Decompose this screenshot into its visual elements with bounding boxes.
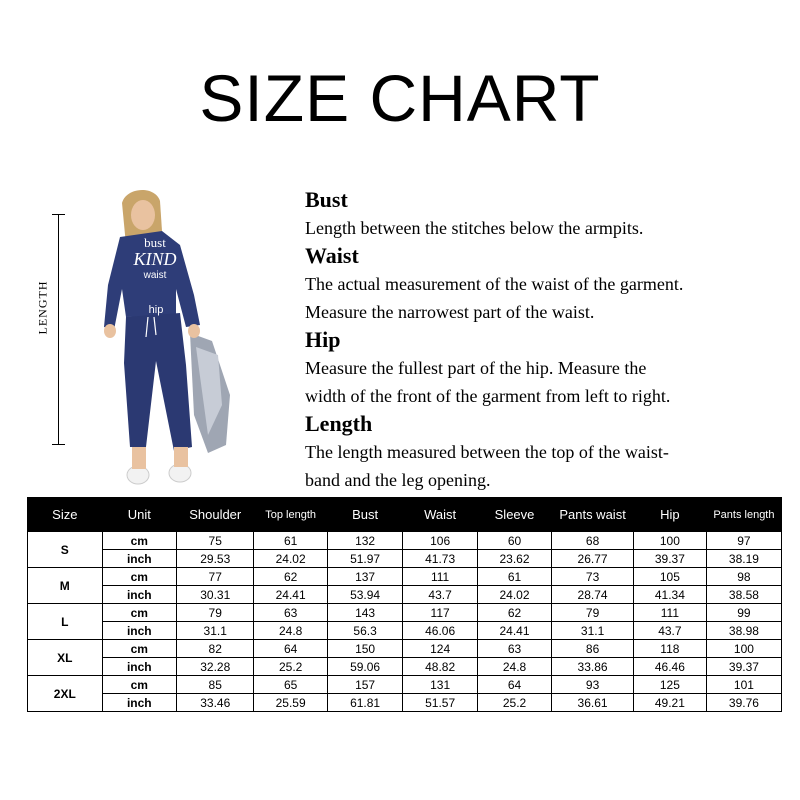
- page-title: SIZE CHART: [199, 61, 601, 135]
- measurement-cell: 24.02: [477, 586, 551, 604]
- measurement-cell: 157: [327, 676, 403, 694]
- measurement-cell: 61.81: [327, 694, 403, 712]
- measurement-cell: 25.2: [254, 658, 327, 676]
- unit-cell: cm: [102, 604, 176, 622]
- definition-line: The length measured between the top of the waist-: [305, 442, 669, 462]
- measurement-cell: 24.8: [477, 658, 551, 676]
- unit-cell: cm: [102, 676, 176, 694]
- measurement-cell: 53.94: [327, 586, 403, 604]
- measurement-cell: 39.76: [706, 694, 781, 712]
- measurement-cell: 101: [706, 676, 781, 694]
- measurement-cell: 125: [633, 676, 706, 694]
- measurement-cell: 64: [254, 640, 327, 658]
- measurement-cell: 60: [477, 532, 551, 550]
- definition-term: Length: [305, 411, 373, 436]
- measurement-cell: 56.3: [327, 622, 403, 640]
- measurement-cell: 59.06: [327, 658, 403, 676]
- measurement-cell: 25.59: [254, 694, 327, 712]
- measurement-cell: 46.06: [403, 622, 477, 640]
- measurement-cell: 77: [176, 568, 254, 586]
- measurement-cell: 118: [633, 640, 706, 658]
- col-header-pants-waist: Pants waist: [552, 498, 634, 532]
- col-header-pants-length: Pants length: [706, 498, 781, 532]
- measurement-cell: 24.41: [254, 586, 327, 604]
- measurement-cell: 131: [403, 676, 477, 694]
- definition-length: [305, 410, 785, 494]
- measurement-cell: 79: [552, 604, 634, 622]
- size-cell: XL: [28, 640, 103, 676]
- col-header-bust: Bust: [327, 498, 403, 532]
- measurement-cell: 41.34: [633, 586, 706, 604]
- measurement-cell: 38.19: [706, 550, 781, 568]
- table-row: [28, 640, 782, 658]
- definition-waist: [305, 242, 785, 326]
- measurement-cell: 99: [706, 604, 781, 622]
- table-row: [28, 532, 782, 550]
- measurement-cell: 85: [176, 676, 254, 694]
- measurement-cell: 31.1: [552, 622, 634, 640]
- measurement-cell: 29.53: [176, 550, 254, 568]
- definition-bust: [305, 186, 785, 242]
- table-header-row: [28, 498, 782, 532]
- measurement-cell: 61: [477, 568, 551, 586]
- shirt-text-kind: KIND: [133, 249, 177, 269]
- measurement-cell: 63: [477, 640, 551, 658]
- shirt-text-hip: hip: [148, 304, 164, 316]
- measurement-cell: 111: [633, 604, 706, 622]
- measurement-cell: 39.37: [633, 550, 706, 568]
- measurement-cell: 106: [403, 532, 477, 550]
- model-figure: [30, 185, 280, 490]
- col-header-hip: Hip: [633, 498, 706, 532]
- measurement-cell: 65: [254, 676, 327, 694]
- measurement-cell: 38.58: [706, 586, 781, 604]
- col-header-unit: Unit: [102, 498, 176, 532]
- definition-line: The actual measurement of the waist of the garment.: [305, 274, 684, 294]
- col-header-top-length: Top length: [254, 498, 327, 532]
- shirt-text-waist: waist: [143, 270, 167, 281]
- measurement-cell: 100: [706, 640, 781, 658]
- unit-cell: cm: [102, 568, 176, 586]
- measurement-cell: 38.98: [706, 622, 781, 640]
- definition-term: Waist: [305, 243, 359, 268]
- measurement-cell: 86: [552, 640, 634, 658]
- measurement-cell: 51.97: [327, 550, 403, 568]
- size-cell: M: [28, 568, 103, 604]
- definition-line: band and the leg opening.: [305, 470, 491, 490]
- table-row: [28, 658, 782, 676]
- unit-cell: inch: [102, 622, 176, 640]
- unit-cell: inch: [102, 550, 176, 568]
- measurement-cell: 33.86: [552, 658, 634, 676]
- measurement-cell: 62: [254, 568, 327, 586]
- unit-cell: inch: [102, 586, 176, 604]
- table-row: [28, 586, 782, 604]
- table-body: [28, 532, 782, 712]
- table-row: [28, 694, 782, 712]
- measurement-cell: 25.2: [477, 694, 551, 712]
- measurement-cell: 124: [403, 640, 477, 658]
- measurement-cell: 23.62: [477, 550, 551, 568]
- definition-term: Bust: [305, 187, 348, 212]
- measurement-cell: 82: [176, 640, 254, 658]
- definition-line: Length between the stitches below the armpits.: [305, 218, 644, 238]
- measurement-cell: 26.77: [552, 550, 634, 568]
- shirt-text-bust: bust: [144, 235, 166, 250]
- measurement-cell: 117: [403, 604, 477, 622]
- measurement-cell: 51.57: [403, 694, 477, 712]
- size-table: [27, 497, 782, 712]
- table-row: [28, 568, 782, 586]
- size-cell: L: [28, 604, 103, 640]
- measurement-cell: 73: [552, 568, 634, 586]
- measurement-cell: 79: [176, 604, 254, 622]
- measurement-cell: 111: [403, 568, 477, 586]
- measurement-cell: 150: [327, 640, 403, 658]
- measurement-cell: 143: [327, 604, 403, 622]
- definition-line: Measure the narrowest part of the waist.: [305, 302, 595, 322]
- table-row: [28, 550, 782, 568]
- col-header-size: Size: [28, 498, 103, 532]
- measurement-cell: 61: [254, 532, 327, 550]
- measurement-cell: 30.31: [176, 586, 254, 604]
- col-header-waist: Waist: [403, 498, 477, 532]
- size-cell: 2XL: [28, 676, 103, 712]
- measurement-cell: 43.7: [403, 586, 477, 604]
- measurement-cell: 36.61: [552, 694, 634, 712]
- measurement-cell: 132: [327, 532, 403, 550]
- measurement-cell: 31.1: [176, 622, 254, 640]
- measurement-cell: 33.46: [176, 694, 254, 712]
- table-row: [28, 622, 782, 640]
- col-header-sleeve: Sleeve: [477, 498, 551, 532]
- measurement-cell: 137: [327, 568, 403, 586]
- size-cell: S: [28, 532, 103, 568]
- measurement-cell: 105: [633, 568, 706, 586]
- measurement-cell: 28.74: [552, 586, 634, 604]
- measurement-cell: 32.28: [176, 658, 254, 676]
- measurement-cell: 46.46: [633, 658, 706, 676]
- measurement-cell: 49.21: [633, 694, 706, 712]
- measurement-cell: 24.8: [254, 622, 327, 640]
- measurement-cell: 98: [706, 568, 781, 586]
- measurement-cell: 41.73: [403, 550, 477, 568]
- measurement-cell: 63: [254, 604, 327, 622]
- definition-line: Measure the fullest part of the hip. Measure the: [305, 358, 647, 378]
- unit-cell: inch: [102, 694, 176, 712]
- measurement-cell: 62: [477, 604, 551, 622]
- unit-cell: cm: [102, 640, 176, 658]
- measurement-cell: 39.37: [706, 658, 781, 676]
- measurement-cell: 97: [706, 532, 781, 550]
- table-row: [28, 604, 782, 622]
- table-row: [28, 676, 782, 694]
- measurement-definitions: [305, 186, 785, 494]
- measurement-cell: 24.41: [477, 622, 551, 640]
- measurement-cell: 24.02: [254, 550, 327, 568]
- definition-hip: [305, 326, 785, 410]
- measurement-cell: 64: [477, 676, 551, 694]
- measurement-cell: 100: [633, 532, 706, 550]
- measurement-cell: 48.82: [403, 658, 477, 676]
- col-header-shoulder: Shoulder: [176, 498, 254, 532]
- measurement-cell: 43.7: [633, 622, 706, 640]
- unit-cell: cm: [102, 532, 176, 550]
- measurement-cell: 75: [176, 532, 254, 550]
- unit-cell: inch: [102, 658, 176, 676]
- definition-line: width of the front of the garment from left to right.: [305, 386, 671, 406]
- length-label: LENGTH: [36, 273, 51, 343]
- definition-term: Hip: [305, 327, 341, 352]
- measurement-cell: 93: [552, 676, 634, 694]
- measurement-cell: 68: [552, 532, 634, 550]
